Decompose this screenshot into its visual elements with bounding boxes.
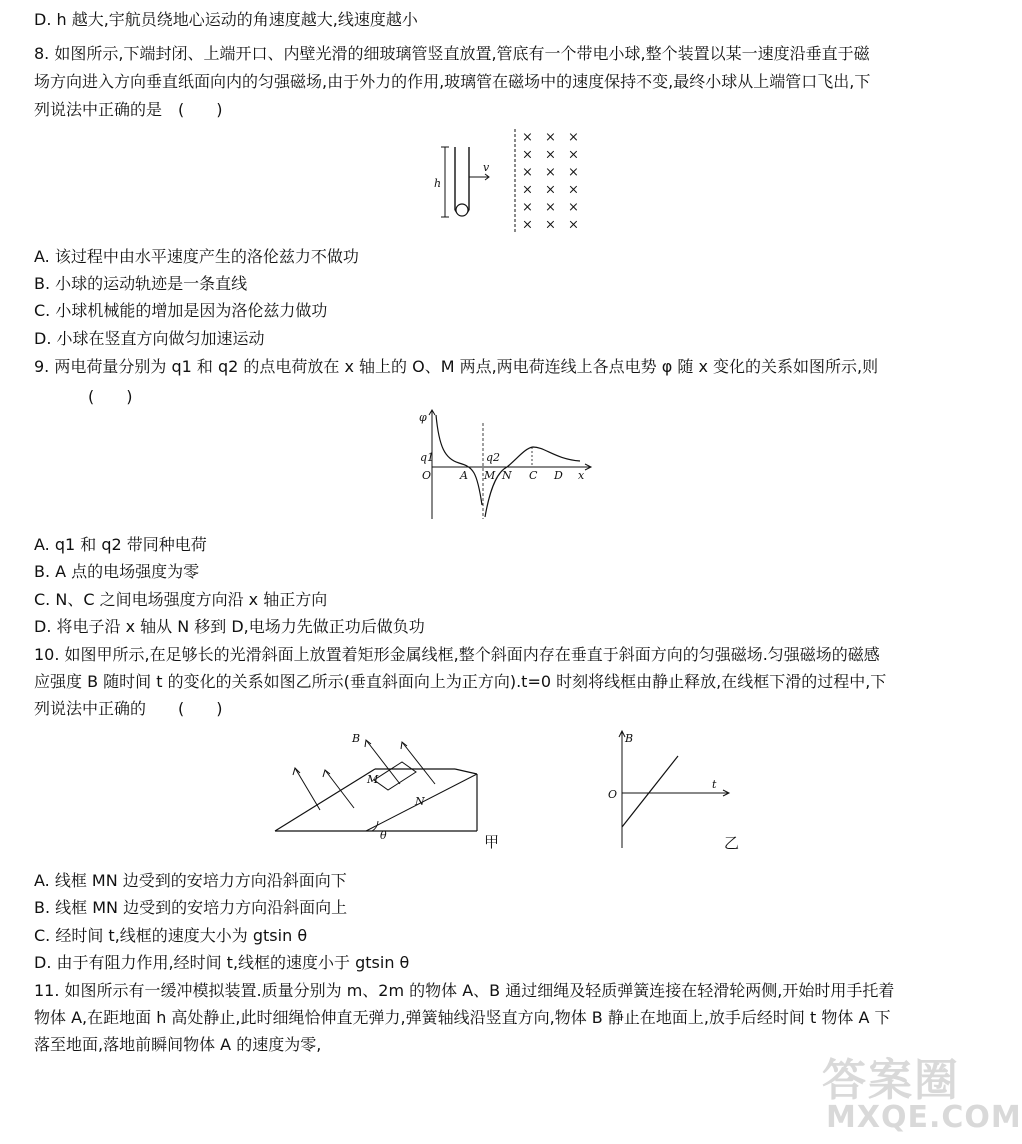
magnetic-field-crosses [522,130,579,233]
fig9-x-label: x [578,469,585,482]
fig9-q1-label: q1 [420,451,435,464]
field-cross: × [522,200,533,215]
q11-stem-line3: 落至地面,落地前瞬间物体 A 的速度为零, [34,1035,322,1054]
wire-frame [374,762,416,790]
figure-jia-label: 甲 [484,833,500,851]
q10-stem-line3: 列说法中正确的 ( ) [34,699,223,718]
fig9-d-label: D [554,469,563,482]
watermark-bottom: MXQE.COM [826,1100,1022,1135]
field-cross: × [568,200,579,215]
field-cross: × [568,165,579,180]
q10-figure-jia [270,726,510,856]
fig8-ball [456,204,468,216]
fig10a-b-label: B [352,732,361,745]
watermark [812,1034,1022,1144]
field-cross: × [568,147,579,163]
q9-figure [415,407,605,525]
q9-stem-line2: ( ) [88,387,133,406]
field-cross: × [568,130,579,145]
b-t-line [622,756,678,827]
field-cross: × [522,130,533,145]
figure-yi-label: 乙 [724,834,740,852]
fig9-c-label: C [529,469,538,482]
q10-figure-yi [600,726,750,856]
fig8-v-label: v [483,161,490,174]
fig9-o-label: O [422,469,432,482]
q9-option-c: C. N、C 之间电场强度方向沿 x 轴正方向 [34,590,328,609]
field-cross: × [545,147,556,163]
field-cross: × [522,182,533,198]
field-cross: × [545,130,556,145]
q8-stem-line1: 8. 如图所示,下端封闭、上端开口、内壁光滑的细玻璃管竖直放置,管底有一个带电小球,整个装置以某一速度沿垂直于磁 [34,44,870,63]
fig9-phi-label: φ [419,411,427,424]
fig9-m-label: M [484,469,496,482]
q10-option-b: B. 线框 MN 边受到的安培力方向沿斜面向上 [34,898,348,917]
field-cross: × [568,217,579,233]
q10-option-a: A. 线框 MN 边受到的安培力方向沿斜面向下 [34,871,347,890]
fig9-a-label: A [460,469,468,482]
field-cross: × [545,200,556,215]
fig9-n-label: N [502,469,512,482]
q11-stem-line1: 11. 如图所示有一缓冲模拟装置.质量分别为 m、2m 的物体 A、B 通过细绳及轻质弹簧连接在轻滑轮两侧,开始时用手托着 [34,981,895,1000]
field-cross: × [545,165,556,180]
fig10a-n-label: N [415,795,425,808]
field-cross: × [522,147,533,163]
fig9-q2-label: q2 [486,451,501,464]
fig10b-b-label: B [625,732,634,745]
fig10a-m-label: M [367,773,379,786]
field-cross: × [522,165,533,180]
fig9-curve-left [436,415,482,505]
q10-stem-line2: 应强度 B 随时间 t 的变化的关系如图乙所示(垂直斜面向上为正方向).t=0 时刻将线框由静止释放,在线框下滑的过程中,下 [34,672,887,691]
fig8-h-label: h [434,177,442,190]
theta-label: θ [380,829,387,842]
field-cross: × [545,182,556,198]
fig10b-o-label: O [608,788,618,801]
q7-option-d: D. h 越大,宇航员绕地心运动的角速度越大,线速度越小 [34,10,418,29]
q8-stem-line2: 场方向进入方向垂直纸面向内的匀强磁场,由于外力的作用,玻璃管在磁场中的速度保持不变,最终小球从上端管口飞出,下 [34,72,871,91]
q9-option-b: B. A 点的电场强度为零 [34,562,200,581]
field-cross: × [545,217,556,233]
field-cross: × [568,182,579,198]
q8-option-d: D. 小球在竖直方向做匀加速运动 [34,329,265,348]
field-cross: × [522,217,533,233]
q8-option-b: B. 小球的运动轨迹是一条直线 [34,274,248,293]
q9-option-a: A. q1 和 q2 带同种电荷 [34,535,207,554]
q8-option-c: C. 小球机械能的增加是因为洛伦兹力做功 [34,301,328,320]
fig10b-t-label: t [712,778,717,791]
q8-option-a: A. 该过程中由水平速度产生的洛伦兹力不做功 [34,247,359,266]
q9-stem-line1: 9. 两电荷量分别为 q1 和 q2 的点电荷放在 x 轴上的 O、M 两点,两电荷连线上各点电势 φ 随 x 变化的关系如图所示,则 [34,357,879,376]
q9-option-d: D. 将电子沿 x 轴从 N 移到 D,电场力先做正功后做负功 [34,617,425,636]
q10-stem-line1: 10. 如图甲所示,在足够长的光滑斜面上放置着矩形金属线框,整个斜面内存在垂直于斜面方向的匀强磁场.匀强磁场的磁感 [34,645,880,664]
q8-figure [425,125,595,235]
q10-option-d: D. 由于有阻力作用,经时间 t,线框的速度小于 gtsin θ [34,953,410,972]
q11-stem-line2: 物体 A,在距地面 h 高处静止,此时细绳恰伸直无弹力,弹簧轴线沿竖直方向,物体 B 静止在地面上,放手后经时间 t 物体 A 下 [34,1008,891,1027]
watermark-top: 答案圈 [822,1055,960,1106]
q10-option-c: C. 经时间 t,线框的速度大小为 gtsin θ [34,926,308,945]
q8-stem-line3: 列说法中正确的是 ( ) [34,100,223,119]
